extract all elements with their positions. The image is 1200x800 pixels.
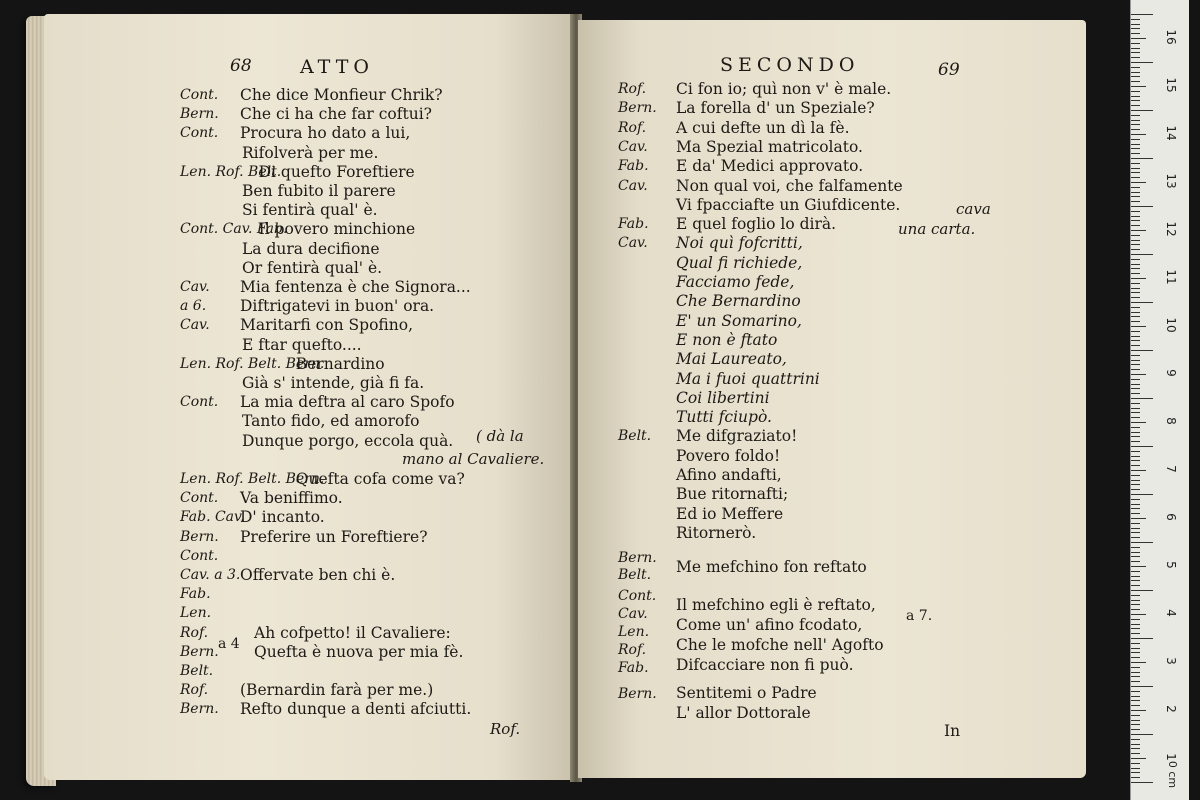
verse-line: Bernardino — [295, 354, 385, 373]
speaker-label: Cav. — [618, 177, 648, 194]
ruler-tick — [1131, 724, 1140, 725]
verse-line: Or fentirà qual' è. — [242, 258, 383, 277]
ruler-number: 10 — [1164, 317, 1178, 333]
ruler-tick — [1131, 168, 1140, 169]
ruler-tick — [1131, 120, 1140, 121]
a7-marker: a 7. — [906, 608, 933, 624]
ruler-tick — [1131, 777, 1140, 778]
ruler-tick — [1131, 691, 1140, 692]
speaker-label: Cav. a 3. — [180, 567, 241, 583]
ruler-tick — [1131, 110, 1153, 111]
ruler-tick — [1131, 772, 1140, 773]
ruler-tick — [1131, 652, 1140, 653]
verse-line: E ftar quefto.... — [242, 335, 362, 354]
verse-line: Quefta è nuova per mia fè. — [254, 642, 464, 661]
verse-line: E da' Medici approvato. — [676, 157, 864, 176]
ruler-tick — [1131, 408, 1140, 409]
left-page — [44, 14, 574, 780]
speaker-label: Cav. — [618, 606, 648, 622]
ruler-tick — [1131, 532, 1140, 533]
speaker-label: Bern. — [180, 528, 219, 545]
speaker-label: Belt. — [618, 428, 652, 445]
left-page-header: ATTO — [300, 56, 374, 78]
ruler-number: 14 — [1164, 125, 1178, 141]
verse-line: Me mefchino fon reftato — [676, 558, 867, 576]
verse-line: E' un Somarino, — [676, 311, 802, 330]
ruler-tick — [1131, 278, 1146, 279]
ruler-tick — [1131, 484, 1140, 485]
speaker-label: Cont. — [180, 87, 219, 103]
verse-line: Si fentirà qual' è. — [242, 201, 378, 220]
ruler-number: 8 — [1164, 417, 1178, 425]
verse-line: D' incanto. — [240, 508, 325, 527]
speaker-label: Len. — [180, 605, 212, 622]
verse-line: Ed io Meffere — [676, 504, 784, 523]
verse-line: A cui defte un dì la fè. — [676, 118, 850, 137]
speaker-label: Bern. — [180, 106, 219, 123]
ruler-tick — [1131, 715, 1140, 716]
ruler-tick — [1131, 628, 1140, 629]
ruler-tick — [1131, 43, 1140, 44]
speaker-label: a 6. — [180, 298, 207, 315]
speaker-label: Cav. — [618, 235, 648, 252]
ruler-unit-label: 0 cm — [1166, 760, 1180, 789]
ruler-number: 7 — [1164, 465, 1178, 473]
ruler-number: 6 — [1164, 513, 1178, 521]
ruler-tick — [1131, 576, 1140, 577]
ruler-number: 12 — [1164, 221, 1178, 237]
ruler-tick — [1131, 595, 1140, 596]
ruler-tick — [1131, 528, 1140, 529]
speaker-label: Len. Rof. Belt. Bern. — [180, 471, 325, 487]
verse-line: Ci fon io; quì non v' è male. — [676, 80, 892, 98]
speaker-label: Bern. — [618, 686, 657, 702]
ruler-tick — [1131, 360, 1140, 361]
ruler-tick — [1131, 379, 1140, 380]
verse-line: Che ci ha che far coftui? — [240, 105, 432, 124]
ruler-tick — [1131, 292, 1140, 293]
verse-line: Sentitemi o Padre — [676, 684, 817, 702]
ruler-tick — [1131, 67, 1140, 68]
speaker-label: Fab. — [618, 660, 649, 676]
verse-line: Che Bernardino — [676, 292, 801, 311]
speaker-label: Belt. — [180, 663, 214, 679]
ruler-tick — [1131, 657, 1140, 658]
ruler-tick — [1131, 494, 1153, 495]
ruler-tick — [1131, 619, 1140, 620]
verse-line: E non è ftato — [676, 330, 778, 349]
ruler-tick — [1131, 446, 1153, 447]
left-page-number: 68 — [230, 56, 252, 76]
ruler-tick — [1131, 705, 1140, 706]
ruler-tick — [1131, 470, 1146, 471]
ruler-tick — [1131, 369, 1140, 370]
verse-line: Dunque porgo, eccola quà. — [242, 431, 454, 450]
verse-line: Difcacciare non fi può. — [676, 656, 854, 674]
ruler-number: 2 — [1164, 705, 1178, 713]
ruler-tick — [1131, 38, 1146, 39]
speaker-label: Cont. — [180, 547, 219, 564]
verse-line: Rifolverà per me. — [242, 143, 379, 162]
ruler-tick — [1131, 206, 1153, 207]
ruler-tick — [1131, 681, 1140, 682]
verse-line: Maritarfi con Spofino, — [240, 316, 413, 335]
ruler-tick — [1131, 648, 1140, 649]
ruler-tick — [1131, 580, 1140, 581]
ruler-tick — [1131, 513, 1140, 514]
right-page — [578, 20, 1086, 778]
stage-carta: una carta. — [898, 220, 976, 238]
ruler-tick — [1131, 734, 1153, 735]
ruler-tick — [1131, 225, 1140, 226]
right-catchword: In — [944, 722, 961, 740]
ruler-tick — [1131, 547, 1140, 548]
ruler-tick — [1131, 321, 1140, 322]
ruler-tick — [1131, 100, 1140, 101]
ruler-tick — [1131, 62, 1153, 63]
a4-marker: a 4 — [218, 636, 240, 652]
ruler-tick — [1131, 782, 1153, 783]
ruler-tick — [1131, 216, 1140, 217]
verse-line: Qual fi richiede, — [676, 253, 803, 272]
speaker-label: Cont. — [180, 490, 219, 507]
speaker-label: Bern. — [618, 550, 657, 566]
ruler-tick — [1131, 475, 1140, 476]
ruler-tick — [1131, 686, 1153, 687]
ruler-tick — [1131, 33, 1140, 34]
ruler-tick — [1131, 268, 1140, 269]
ruler-tick — [1131, 504, 1140, 505]
speaker-label: Rof. — [618, 642, 647, 658]
ruler-tick — [1131, 264, 1140, 265]
ruler-tick — [1131, 96, 1140, 97]
speaker-label: Fab. — [618, 216, 649, 233]
verse-line: E quel foglio lo dirà. — [676, 215, 837, 234]
ruler-tick — [1131, 744, 1140, 745]
verse-line: Ben fubito il parere — [242, 182, 396, 200]
ruler-tick — [1131, 460, 1140, 461]
ruler-number: 1 — [1164, 753, 1178, 761]
ruler-tick — [1131, 331, 1140, 332]
verse-line: Non qual voi, che falfamente — [676, 176, 903, 195]
verse-line: Che dice Monfieur Chrik? — [240, 86, 443, 104]
ruler-tick — [1131, 729, 1140, 730]
speaker-label: Cont. — [180, 125, 219, 142]
speaker-label: Fab. Cav. — [180, 509, 245, 526]
verse-line: Che le mofche nell' Agofto — [676, 636, 884, 654]
ruler-tick — [1131, 566, 1146, 567]
ruler-tick — [1131, 427, 1140, 428]
speaker-label: Bern. — [618, 100, 657, 117]
ruler-tick — [1131, 76, 1140, 77]
verse-line: Preferire un Foreftiere? — [240, 527, 428, 546]
verse-line: Tutti fciupò. — [676, 408, 772, 427]
ruler-tick — [1131, 273, 1140, 274]
ruler-tick — [1131, 552, 1140, 553]
ruler-tick — [1131, 86, 1146, 87]
speaker-label: Rof. — [180, 682, 209, 699]
speaker-label: Cont. — [618, 588, 657, 604]
ruler-tick — [1131, 115, 1140, 116]
ruler-tick — [1131, 398, 1153, 399]
verse-line: Ma Spezial matricolato. — [676, 137, 863, 156]
ruler-tick — [1131, 600, 1140, 601]
ruler-tick — [1131, 336, 1140, 337]
ruler-tick — [1131, 412, 1140, 413]
ruler-tick — [1131, 307, 1140, 308]
verse-line: Facciamo fede, — [676, 273, 795, 291]
ruler-tick — [1131, 297, 1140, 298]
ruler-tick — [1131, 451, 1140, 452]
ruler-tick — [1131, 561, 1140, 562]
ruler-tick — [1131, 518, 1146, 519]
ruler-tick — [1131, 465, 1140, 466]
ruler-tick — [1131, 254, 1153, 255]
speaker-label: Cav. — [618, 138, 648, 155]
ruler-number: 9 — [1164, 369, 1178, 377]
speaker-label: Fab. — [180, 586, 211, 603]
ruler-tick — [1131, 422, 1146, 423]
verse-line: (Bernardin farà per me.) — [240, 681, 434, 700]
ruler-tick — [1131, 364, 1140, 365]
ruler-tick — [1131, 57, 1140, 58]
ruler-tick — [1131, 192, 1140, 193]
ruler-tick — [1131, 158, 1153, 159]
verse-line: Quefta cofa come va? — [295, 470, 465, 488]
stage-cava: cava — [956, 200, 991, 218]
ruler-tick — [1131, 700, 1140, 701]
stage-direction-2: mano al Cavaliere. — [402, 450, 545, 468]
ruler-tick — [1131, 753, 1140, 754]
ruler-tick — [1131, 163, 1140, 164]
ruler-tick — [1131, 105, 1140, 106]
ruler-tick — [1131, 350, 1153, 351]
ruler-tick — [1131, 662, 1146, 663]
verse-line: Come un' afino fcodato, — [676, 616, 863, 634]
verse-line: Refto dunque a denti afciutti. — [240, 700, 472, 719]
ruler-tick — [1131, 672, 1140, 673]
ruler-tick — [1131, 393, 1140, 394]
ruler-tick — [1131, 436, 1140, 437]
ruler-tick — [1131, 91, 1140, 92]
ruler-tick — [1131, 345, 1140, 346]
ruler-tick — [1131, 235, 1140, 236]
verse-line: Già s' intende, già fi fa. — [242, 374, 425, 392]
ruler-tick — [1131, 523, 1140, 524]
verse-line: Me difgraziato! — [676, 427, 798, 446]
speaker-label: Len. Rof. Belt. Bern. — [180, 355, 325, 372]
ruler-number: 11 — [1164, 269, 1178, 285]
ruler-tick — [1131, 537, 1140, 538]
ruler-tick — [1131, 499, 1140, 500]
speaker-label: Cont. Cav. Fab. — [180, 221, 288, 238]
ruler-tick — [1131, 676, 1140, 677]
ruler-tick — [1131, 259, 1140, 260]
ruler-tick — [1131, 763, 1140, 764]
ruler-tick — [1131, 24, 1140, 25]
ruler-tick — [1131, 480, 1140, 481]
speaker-label: Belt. — [618, 567, 652, 583]
ruler-tick — [1131, 384, 1140, 385]
ruler-tick — [1131, 72, 1140, 73]
ruler-tick — [1131, 249, 1140, 250]
verse-line: Il povero minchione — [258, 220, 416, 239]
ruler-tick — [1131, 456, 1140, 457]
verse-line: Procura ho dato a lui, — [240, 124, 411, 143]
speaker-label: Cav. — [180, 279, 210, 295]
ruler-number: 3 — [1164, 657, 1178, 665]
speaker-label: Cav. — [180, 317, 210, 334]
speaker-label: Bern. — [180, 643, 219, 660]
ruler-tick — [1131, 388, 1140, 389]
speaker-label: Rof. — [180, 624, 209, 641]
ruler-tick — [1131, 14, 1153, 15]
ruler-tick — [1131, 288, 1140, 289]
speaker-label: Cont. — [180, 394, 219, 411]
ruler-tick — [1131, 696, 1140, 697]
stage-direction-1: ( dà la — [476, 427, 524, 445]
verse-line: Ah cofpetto! il Cavaliere: — [254, 623, 451, 642]
ruler-tick — [1131, 590, 1153, 591]
right-page-number: 69 — [938, 60, 960, 80]
verse-line: Vi fpacciafte un Giufdicente. — [676, 195, 901, 214]
ruler-tick — [1131, 177, 1140, 178]
ruler-tick — [1131, 326, 1146, 327]
ruler-number: 16 — [1164, 29, 1178, 45]
ruler-tick — [1131, 153, 1140, 154]
ruler-tick — [1131, 441, 1140, 442]
verse-line: Offervate ben chi è. — [240, 566, 396, 584]
ruler-tick — [1131, 28, 1140, 29]
verse-line: La forella d' un Speziale? — [676, 99, 875, 118]
ruler-tick — [1131, 240, 1140, 241]
verse-line: Noi quì fofcritti, — [676, 234, 803, 253]
ruler-tick — [1131, 196, 1140, 197]
ruler-tick — [1131, 201, 1140, 202]
ruler-tick — [1131, 556, 1140, 557]
speaker-label: Len. Rof. Belt. — [180, 163, 282, 180]
ruler-tick — [1131, 48, 1140, 49]
verse-line: Coi libertini — [676, 388, 770, 407]
ruler-tick — [1131, 312, 1140, 313]
ruler-tick — [1131, 139, 1140, 140]
ruler-number: 5 — [1164, 561, 1178, 569]
verse-line: Tanto fido, ed amorofo — [242, 412, 420, 431]
ruler-tick — [1131, 129, 1140, 130]
verse-line: Mai Laureato, — [676, 350, 787, 369]
ruler-tick — [1131, 187, 1140, 188]
ruler-tick — [1131, 508, 1140, 509]
ruler-tick — [1131, 302, 1153, 303]
ruler-tick — [1131, 748, 1140, 749]
ruler-tick — [1131, 134, 1146, 135]
measurement-ruler — [1130, 0, 1189, 800]
ruler-tick — [1131, 355, 1140, 356]
ruler-number: 15 — [1164, 77, 1178, 93]
ruler-tick — [1131, 667, 1140, 668]
verse-line: Il mefchino egli è reftato, — [676, 596, 876, 614]
verse-line: La dura decifione — [242, 239, 380, 258]
verse-line: Afino andafti, — [676, 466, 782, 484]
ruler-tick — [1131, 585, 1140, 586]
right-page-header: SECONDO — [720, 54, 860, 76]
speaker-label: Len. — [618, 624, 650, 640]
ruler-tick — [1131, 432, 1140, 433]
ruler-tick — [1131, 52, 1140, 53]
verse-line: Va beniffimo. — [240, 489, 343, 508]
ruler-tick — [1131, 19, 1140, 20]
ruler-tick — [1131, 609, 1140, 610]
ruler-tick — [1131, 638, 1153, 639]
verse-line: Povero foldo! — [676, 446, 781, 465]
ruler-number: 13 — [1164, 173, 1178, 189]
left-catchword: Rof. — [490, 720, 521, 738]
ruler-tick — [1131, 768, 1140, 769]
verse-line: La mia deftra al caro Spofo — [240, 393, 455, 412]
ruler-tick — [1131, 124, 1140, 125]
ruler-tick — [1131, 571, 1140, 572]
ruler-tick — [1131, 624, 1140, 625]
verse-line: Diftrigatevi in buon' ora. — [240, 297, 435, 316]
ruler-tick — [1131, 316, 1140, 317]
speaker-label: Rof. — [618, 81, 647, 97]
ruler-tick — [1131, 182, 1146, 183]
ruler-tick — [1131, 489, 1140, 490]
ruler-tick — [1131, 403, 1140, 404]
ruler-tick — [1131, 374, 1146, 375]
ruler-tick — [1131, 230, 1146, 231]
speaker-label: Rof. — [618, 119, 647, 136]
ruler-tick — [1131, 739, 1140, 740]
ruler-tick — [1131, 81, 1140, 82]
ruler-tick — [1131, 283, 1140, 284]
verse-line: Mia fentenza è che Signora... — [240, 278, 471, 296]
ruler-tick — [1131, 172, 1140, 173]
verse-line: Di quefto Foreftiere — [258, 162, 415, 181]
speaker-label: Fab. — [618, 158, 649, 175]
ruler-tick — [1131, 720, 1140, 721]
ruler-tick — [1131, 211, 1140, 212]
ruler-tick — [1131, 633, 1140, 634]
ruler-tick — [1131, 614, 1146, 615]
ruler-tick — [1131, 220, 1140, 221]
ruler-tick — [1131, 710, 1146, 711]
ruler-tick — [1131, 604, 1140, 605]
verse-line: Ritornerò. — [676, 523, 757, 542]
speaker-label: Bern. — [180, 701, 219, 718]
ruler-number: 4 — [1164, 609, 1178, 617]
ruler-tick — [1131, 643, 1140, 644]
ruler-tick — [1131, 244, 1140, 245]
ruler-tick — [1131, 417, 1140, 418]
verse-line: L' allor Dottorale — [676, 704, 811, 722]
ruler-tick — [1131, 340, 1140, 341]
ruler-tick — [1131, 148, 1140, 149]
ruler-tick — [1131, 758, 1146, 759]
ruler-tick — [1131, 144, 1140, 145]
verse-line: Ma i fuoi quattrini — [676, 369, 820, 388]
ruler-tick — [1131, 542, 1153, 543]
verse-line: Bue ritornafti; — [676, 485, 789, 504]
